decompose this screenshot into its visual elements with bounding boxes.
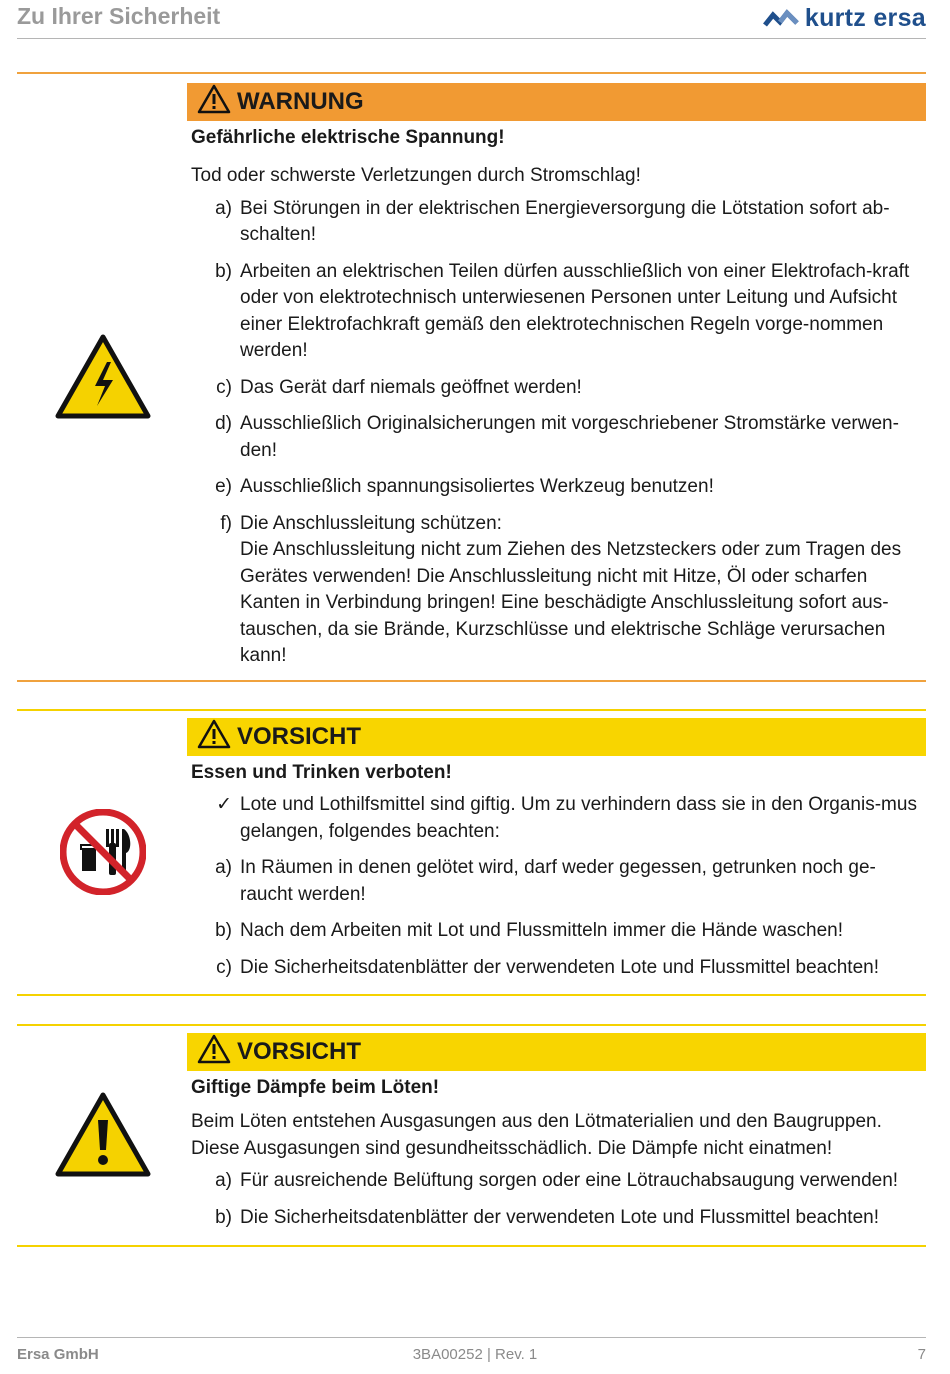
footer-divider xyxy=(17,1337,926,1338)
item-text: Die Sicherheitsdatenblätter der verwendeten Lote und Flussmittel beachten! xyxy=(240,1206,879,1228)
footer-page-number: 7 xyxy=(917,1346,926,1363)
item-label: a) xyxy=(215,857,232,878)
list-item xyxy=(187,411,926,464)
caution-food-section xyxy=(17,709,926,999)
caution-intro: Beim Löten entstehen Ausgasungen aus den Lötmaterialien und den Baugruppen. Diese Ausgasungen sind gesundheitsschädlich. Die Dämpfe nicht einatmen! xyxy=(191,1111,882,1159)
item-text xyxy=(232,511,926,670)
list-item xyxy=(187,511,926,670)
caution-subtitle: Giftige Dämpfe beim Löten! xyxy=(191,1077,440,1098)
list-item xyxy=(187,855,926,908)
item-text: Lote und Lothilfsmittel sind giftig. Um zu verhindern dass sie in den Organis-mus gelangen, folgendes beachten: xyxy=(240,794,917,842)
section-top-rule xyxy=(17,1024,926,1026)
item-text: In Räumen in denen gelötet wird, darf weder gegessen, getrunken noch ge-raucht werden! xyxy=(240,857,876,905)
section-bottom-rule xyxy=(17,1245,926,1247)
list-item xyxy=(187,196,926,249)
warning-banner-label: WARNUNG xyxy=(237,88,364,115)
warning-triangle-icon xyxy=(197,1034,231,1071)
warning-electric-content xyxy=(187,83,926,680)
item-text: Nach dem Arbeiten mit Lot und Flussmitteln immer die Hände waschen! xyxy=(240,920,843,941)
item-label: b) xyxy=(215,920,232,941)
caution-item-list xyxy=(187,792,926,981)
warning-electric-section xyxy=(17,72,926,684)
item-text: Die Sicherheitsdatenblätter der verwendeten Lote und Flussmittel beachten! xyxy=(240,956,879,978)
list-item xyxy=(187,375,926,402)
warning-triangle-icon xyxy=(197,719,231,756)
warning-triangle-icon xyxy=(197,84,231,121)
item-label: a) xyxy=(215,197,232,219)
section-bottom-rule xyxy=(17,994,926,996)
list-item xyxy=(187,259,926,365)
list-item xyxy=(187,1168,926,1195)
no-eating-drinking-icon xyxy=(60,809,146,900)
ersa-logo-icon xyxy=(763,7,799,31)
page-header-title: Zu Ihrer Sicherheit xyxy=(17,3,221,29)
footer-company: Ersa GmbH xyxy=(17,1346,99,1363)
caution-banner xyxy=(187,1033,926,1071)
item-label: b) xyxy=(215,260,232,282)
list-item xyxy=(187,792,926,845)
list-item xyxy=(187,918,926,945)
caution-banner-label: VORSICHT xyxy=(237,1038,362,1065)
caution-subtitle: Essen und Trinken verboten! xyxy=(191,762,452,783)
warning-item-list xyxy=(187,196,926,670)
warning-intro: Tod oder schwerste Verletzungen durch Stromschlag! xyxy=(191,165,641,186)
item-text: Für ausreichende Belüftung sorgen oder eine Lötrauchabsaugung verwenden! xyxy=(240,1170,899,1191)
item-label: e) xyxy=(215,476,232,497)
company-logo xyxy=(763,4,926,33)
caution-banner xyxy=(187,718,926,756)
caution-fumes-content xyxy=(187,1033,926,1241)
warning-banner xyxy=(187,83,926,121)
item-label: f) xyxy=(220,512,232,534)
header-divider xyxy=(17,38,926,39)
caution-food-content xyxy=(187,718,926,991)
list-item xyxy=(187,1205,926,1232)
item-text: Ausschließlich spannungsisoliertes Werkzeug benutzen! xyxy=(240,476,714,497)
item-label: c) xyxy=(216,956,232,978)
item-f-detail: Die Anschlussleitung nicht zum Ziehen des Netzsteckers oder zum Tragen des Gerätes verwenden! Die Anschlussleitung nicht mit Hitze, Öl oder scharfen Kanten in Verbindung bringen! Eine beschädigte Anschlussleitung sofort aus-tauschen, da sie Brände, Kurzschlüsse und elektrische Schläge verursachen kann! xyxy=(240,539,902,666)
warning-subtitle: Gefährliche elektrische Spannung! xyxy=(191,127,505,148)
item-label: d) xyxy=(215,413,232,434)
item-label: a) xyxy=(215,1170,232,1191)
checkmark-icon: ✓ xyxy=(216,794,232,815)
item-label: b) xyxy=(215,1206,232,1228)
footer-doc-id: 3BA00252 | Rev. 1 xyxy=(412,1346,538,1363)
list-item xyxy=(187,955,926,982)
caution-fumes-section xyxy=(17,1024,926,1250)
section-top-rule xyxy=(17,709,926,711)
caution-banner-label: VORSICHT xyxy=(237,723,362,750)
electric-hazard-icon xyxy=(55,334,151,425)
item-text: Bei Störungen in der elektrischen Energieversorgung die Lötstation sofort ab-schalten! xyxy=(240,197,890,245)
item-label: c) xyxy=(216,376,232,398)
item-text: Ausschließlich Originalsicherungen mit vorgeschriebener Stromstärke verwen-den! xyxy=(240,413,899,461)
item-text: Arbeiten an elektrischen Teilen dürfen ausschließlich von einer Elektrofach-kraft oder von elektrotechnisch unterwiesenen Personen unter Leitung und Aufsicht einer Elektrofachkraft gemäß den elektrotechnischen Regeln vorge-nommen werden! xyxy=(240,260,910,361)
caution-item-list xyxy=(187,1168,926,1231)
section-top-rule xyxy=(17,72,926,74)
item-f-heading: Die Anschlussleitung schützen: xyxy=(240,512,502,534)
logo-text: kurtz ersa xyxy=(804,4,926,32)
general-warning-icon xyxy=(55,1092,151,1183)
list-item xyxy=(187,474,926,501)
section-bottom-rule xyxy=(17,680,926,682)
item-text: Das Gerät darf niemals geöffnet werden! xyxy=(240,376,582,398)
